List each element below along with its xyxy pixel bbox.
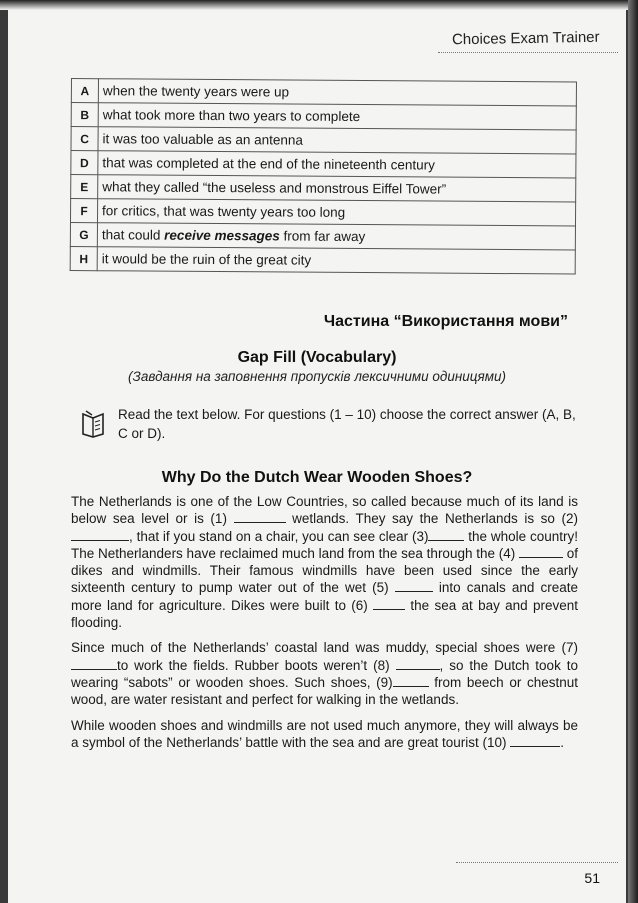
table-row <box>70 246 575 274</box>
gap-7[interactable] <box>71 658 117 670</box>
option-letter: D <box>71 151 98 175</box>
instruction-text: Read the text below. For questions (1 – 10) choose the correct answer (A, B, C or D). <box>118 407 576 441</box>
gap-9[interactable] <box>393 675 429 687</box>
page-number: 51 <box>584 870 600 886</box>
text-segment: of dikes and windmills. Their famous windmills have been used since the early sixteenth century to pump water out of the wet (5) <box>71 545 579 596</box>
gap-2[interactable] <box>71 529 129 541</box>
option-text-part: that could <box>101 227 165 243</box>
option-text: what took more than two years to complete <box>98 103 576 130</box>
text-segment: , so the Dutch took to wearing “sabots” or wooden shoes. Such shoes, (9) <box>71 657 579 690</box>
gap-10[interactable] <box>510 735 560 747</box>
page-header-title: Choices Exam Trainer <box>452 28 601 49</box>
gap-6[interactable] <box>373 598 405 610</box>
section-title: Частина “Використання мови” <box>323 313 568 330</box>
table-row <box>71 79 576 107</box>
option-text: it would be the ruin of the great city <box>97 247 575 274</box>
text-segment: the sea at bay and prevent flooding. <box>71 597 578 631</box>
table-row <box>71 151 576 179</box>
gap-8[interactable] <box>396 658 440 670</box>
paragraph <box>71 639 578 708</box>
table-row <box>70 199 575 227</box>
text-segment: the whole country! The Netherlanders have reclaimed much land from the sea through the (4) <box>71 528 578 561</box>
option-text: for critics, that was twenty years too long <box>97 199 575 226</box>
gap-4[interactable] <box>519 546 563 558</box>
page <box>8 0 626 903</box>
text-segment: into canals and create more land for agriculture. Dikes were built to (6) <box>71 580 579 613</box>
table-row <box>70 222 575 250</box>
option-letter: E <box>71 175 98 199</box>
text-segment: to work the fields. Rubber boots weren’t (8) <box>117 657 396 673</box>
option-letter: A <box>71 79 98 103</box>
paragraph <box>71 493 578 631</box>
option-text: what they called “the useless and monstrous Eiffel Tower” <box>98 175 576 202</box>
table-row <box>71 103 576 131</box>
option-letter: C <box>71 127 98 151</box>
footer-divider <box>456 862 618 863</box>
table-row <box>71 127 576 155</box>
option-text: when the twenty years were up <box>98 79 576 106</box>
option-text-emphasis: receive messages <box>164 227 280 244</box>
text-segment: While wooden shoes and windmills are not used much anymore, they will always be a symbol of the Netherlands’ battle with the sea and are great tourist (10) <box>71 717 578 750</box>
book-icon <box>80 410 106 438</box>
text-title: Why Do the Dutch Wear Wooden Shoes? <box>161 469 473 486</box>
option-text <box>97 223 575 250</box>
text-segment: wetlands. They say the Netherlands is so (2) <box>285 511 578 527</box>
paragraph <box>71 717 578 752</box>
option-text-part: from far away <box>279 228 366 245</box>
option-text: that was completed at the end of the nineteenth century <box>98 151 576 178</box>
option-text: it was too valuable as an antenna <box>98 127 576 154</box>
text-segment: The Netherlands is one of the Low Countries, so called because much of its land is below sea level or is (1) <box>71 494 578 527</box>
reading-text <box>71 493 578 759</box>
task-title: Gap Fill (Vocabulary) <box>237 349 397 366</box>
option-letter: H <box>70 246 97 270</box>
table-row <box>71 175 576 203</box>
option-letter: G <box>70 222 97 246</box>
gap-3[interactable] <box>428 529 464 541</box>
gap-1[interactable] <box>234 511 286 523</box>
option-letter: F <box>70 199 97 223</box>
text-segment: . <box>560 734 565 750</box>
text-segment: Since much of the Netherlands’ coastal land was muddy, special shoes were (7) <box>71 640 578 656</box>
task-note: (Завдання на заповнення пропусків лексичними одиницями) <box>128 369 506 384</box>
text-segment: from beech or chestnut wood, are water resistant and perfect for walking in the wetlands. <box>71 674 578 708</box>
scan-top-shadow <box>0 0 638 10</box>
options-table <box>70 78 577 275</box>
text-segment: , that if you stand on a chair, you can see clear (3) <box>129 528 429 544</box>
gap-5[interactable] <box>395 580 433 592</box>
book-spine-shadow <box>628 0 638 903</box>
header-divider <box>438 52 618 53</box>
option-letter: B <box>71 103 98 127</box>
